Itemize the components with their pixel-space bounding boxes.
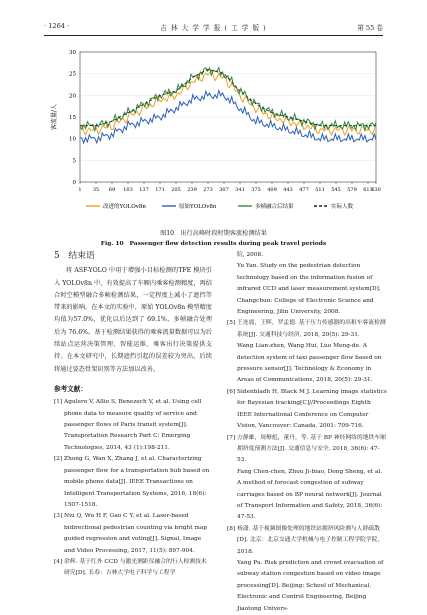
x-tick-label: 477 bbox=[299, 187, 309, 193]
reference-translation: Fang Chen-chen, Zhou Ji-biao, Dong Sheng, et al. A method of forecast congestion of subway carriages based on BP neural network[J]. Journal of Transport Information and Safety, 2018, 36(6): 47-53. bbox=[237, 468, 383, 521]
x-tick-label: 239 bbox=[187, 187, 197, 193]
figure-10 bbox=[44, 42, 384, 232]
legend-label: 改进的YOLOv8n bbox=[103, 204, 146, 210]
y-tick-label: 0 bbox=[72, 180, 76, 186]
reference-translation: Yu Yan. Study on the pedestrian detection technology based on the information fusion of infrared CCD and laser measurement system[D]. Changchun: College of Electronic Science and Engineering, Jilin University, 2008. bbox=[237, 263, 381, 316]
figure-caption-en: Fig. 10 Passenger flow detection results during peak travel periods bbox=[100, 240, 327, 247]
legend-label: 原始YOLOv8n bbox=[179, 204, 217, 210]
x-tick-label: 273 bbox=[203, 187, 213, 193]
y-axis-label: 客流量/人 bbox=[51, 103, 58, 131]
y-tick-label: 10 bbox=[69, 136, 76, 143]
section-title: 5 结束语 bbox=[54, 251, 95, 261]
conclusion-paragraph: 将 ASF-YOLO 中用于增强小目标检测的TFE 模块引入 YOLOv8n 中，有效提高了车厢内乘客检测精度，再结合时空模型融合多帧检测结果，一定程度上减小了遮挡等带来的影响。在本文的实验中，原始 YOLOv8n 模型精度均值为57.0%，优化以后达到了 69.1%，多帧融合处理后为 76.6%。基于检测结果获得的乘客流量数据可以为后续站点运营决策管理、智能运维、乘客出行决策提供支持。在本文研究中，长期遮挡引起的误差较为突出，后续将通过姿态骨架识别等方法加以改善。 bbox=[54, 267, 212, 373]
passenger-flow-chart bbox=[44, 42, 384, 228]
reference-item: [1] Agulero V, Allio S, Benezech V, et al. Using cell phone data to measure quality of service and passenger flows of Paris transit system[J]. Transportation Research Part C: Emerging Technologies, 2014, 43 (1):198-211. bbox=[54, 399, 202, 451]
x-tick-label: 630 bbox=[371, 187, 381, 193]
x-tick-label: 307 bbox=[219, 187, 229, 193]
x-tick-label: 341 bbox=[235, 187, 245, 193]
references-heading: 参考文献： bbox=[54, 384, 87, 393]
reference-item: [5] 王连震，王晖，罗孟德. 基于压力传感器的出租车客流检测系统[J]. 交通科技与经济, 2018, 20(5): 29-31. bbox=[227, 320, 386, 338]
reference-item: [2] Zhong G, Wan X, Zhang J, et al. Characterizing passenger flow for a transportation hub based on mobile phone data[J]. IEEE Transactions on Intelligent Transportation Systems, 2016, 18(6): 1507-1518. bbox=[54, 456, 210, 508]
x-tick-label: 205 bbox=[171, 187, 181, 193]
running-header bbox=[44, 22, 383, 34]
reference-item: [7] 方静雄，周燎彪，董丹，等. 基于 BP 神经网络的地铁车厢拥挤度预测方法[J]. 交通信息与安全, 2018, 36(6): 47-53. bbox=[227, 434, 386, 464]
right-column bbox=[227, 250, 387, 615]
volume-label: 第 55 卷 bbox=[357, 24, 383, 32]
reference-item: [8] 杨潇. 基于视频图像处理的地铁站拥挤风险测与人群疏散[D]. 北京：北京交通大学机械与电子控制工程学院学院, 2018. bbox=[227, 525, 380, 555]
figure-caption-cn: 图10 出行高峰时段时期客流检测结果 bbox=[160, 230, 267, 237]
page-number: · 1264 · bbox=[44, 22, 70, 30]
reference-translation: Yang Pu. Risk prediction and crowd evacuation of subway station congestion based on video image processing[D]. Beijing: School of Mechanical, Electronic and Control Engineering, Beijing Jiaotong Univers- bbox=[237, 559, 384, 612]
x-tick-label: 409 bbox=[267, 187, 277, 193]
reference-continuation: 院, 2008. bbox=[237, 252, 264, 258]
x-tick-label: 137 bbox=[139, 187, 149, 193]
reference-item: [6] Sidenbladh H, Black M J. Learning image statistics for Bayesian tracking[C]//Proceedings Eighth IEEE International Conference on Computer Vision, Vancouver: Canada, 2001: 709-716. bbox=[227, 388, 387, 430]
y-tick-label: 20 bbox=[69, 93, 76, 100]
x-tick-label: 171 bbox=[155, 187, 165, 193]
x-tick-label: 1 bbox=[78, 187, 82, 193]
left-column bbox=[54, 250, 212, 580]
x-tick-label: 579 bbox=[347, 187, 357, 193]
x-tick-label: 103 bbox=[123, 187, 133, 193]
legend-label: 多帧融合后结果 bbox=[255, 204, 294, 210]
reference-item: [3] Niu Q, Wu H F, Gao C Y, et al. Laser-based bidirectional pedestrian counting via bright map guided regression and voting[J]. Signal, Image and Video Processing, 2017, 11(5): 897-904. bbox=[54, 513, 208, 554]
y-tick-label: 30 bbox=[69, 50, 76, 56]
legend-label: 实际人数 bbox=[331, 204, 354, 210]
reference-translation: Wang Lian-zhen, Wang Hui, Luo Meng-de. A detection system of taxi passenger flow based on pressure sensor[J]. Technology & Economy in Areas of Communications, 2018, 20(5): 29-31. bbox=[237, 343, 382, 384]
y-tick-label: 5 bbox=[72, 158, 76, 165]
x-tick-label: 375 bbox=[251, 187, 261, 193]
header-rule bbox=[44, 35, 383, 36]
reference-item: [4] 余辉. 基于红外 CCD 与激光测距仪融合的行人检测技术研究[D]. 长春：吉林大学电子科学与工程学 bbox=[54, 558, 207, 577]
y-tick-label: 25 bbox=[69, 71, 76, 78]
x-tick-label: 511 bbox=[315, 187, 325, 193]
x-tick-label: 69 bbox=[108, 187, 116, 193]
y-tick-label: 15 bbox=[69, 115, 76, 121]
x-tick-label: 443 bbox=[283, 187, 293, 193]
x-tick-label: 35 bbox=[92, 187, 100, 193]
x-tick-label: 613 bbox=[363, 187, 373, 193]
x-tick-label: 545 bbox=[331, 187, 341, 193]
journal-title: 吉 林 大 学 学 报 ( 工 学 版 ) bbox=[160, 24, 267, 32]
